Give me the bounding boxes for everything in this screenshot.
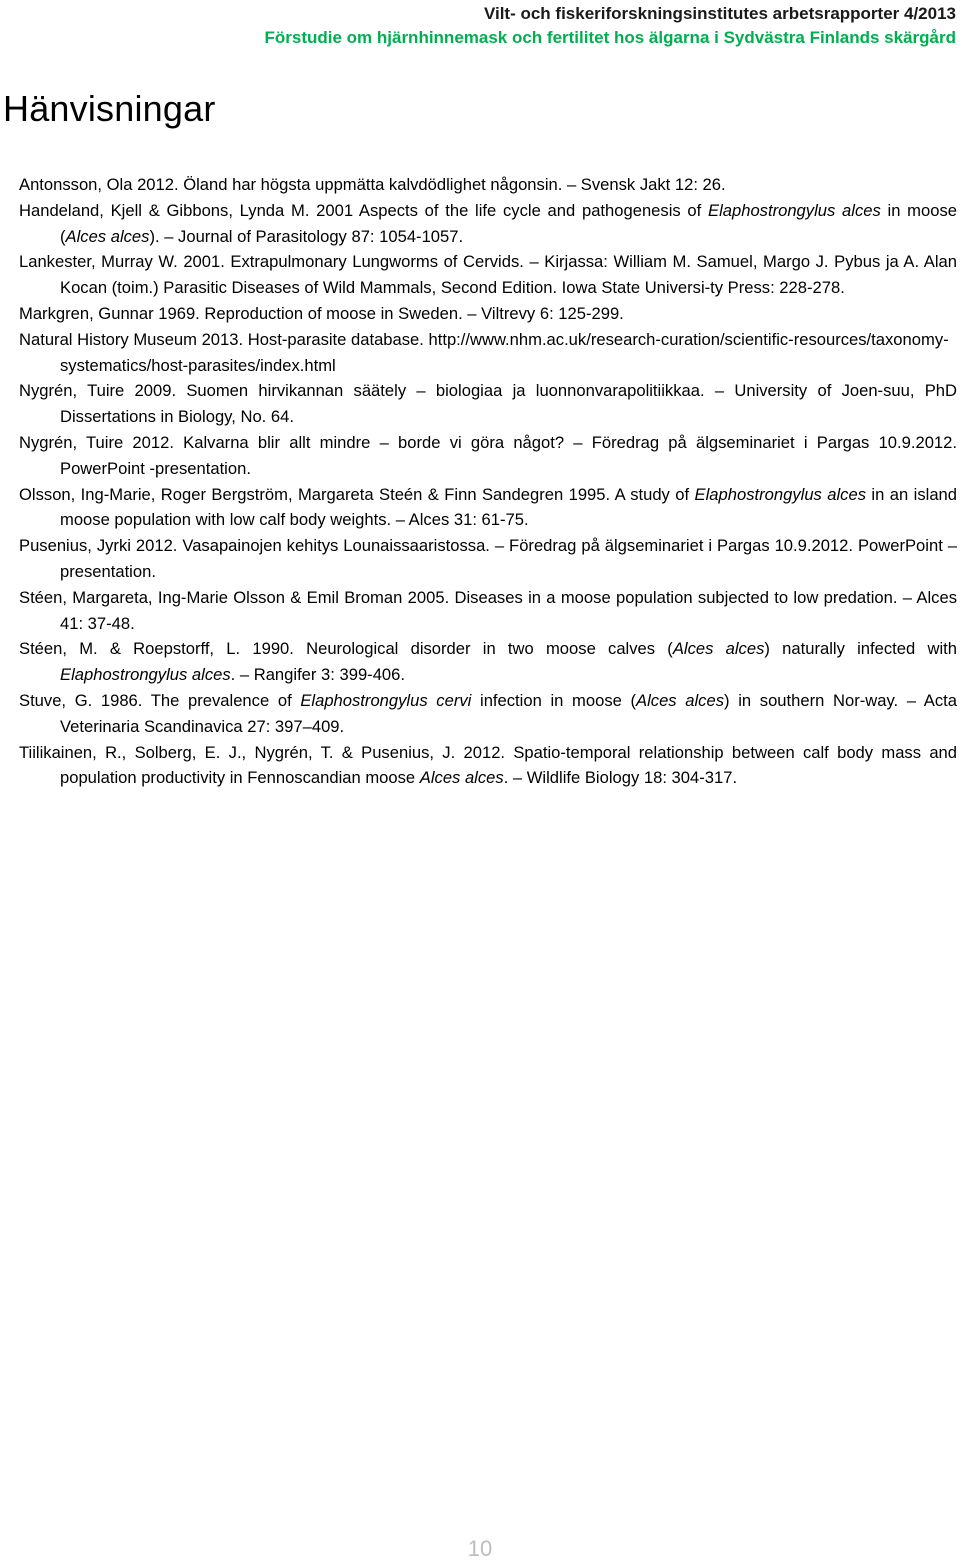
- reference-italic-text: Elaphostrongylus alces: [708, 200, 881, 220]
- reference-entry: [19, 482, 957, 534]
- report-subtitle: Förstudie om hjärnhinnemask och fertilitet hos älgarna i Sydvästra Finlands skärgård: [264, 28, 956, 47]
- reference-text: Nygrén, Tuire 2009. Suomen hirvikannan säätely – biologiaa ja luonnonvarapolitiikkaa. – University of Joen-suu, PhD Dissertations in Biology, No. 64.: [19, 381, 957, 427]
- reference-text: in moose (: [60, 200, 957, 246]
- reference-italic-text: Alces alces: [419, 768, 504, 788]
- reference-italic-text: Elaphostrongylus alces: [60, 665, 231, 685]
- reference-entry: [19, 301, 957, 327]
- reference-italic-text: Elaphostrongylus cervi: [300, 690, 472, 710]
- reference-entry: [19, 585, 957, 637]
- report-series-title: Vilt- och fiskeriforskningsinstitutes arbetsrapporter 4/2013: [483, 4, 956, 23]
- reference-entry: [19, 249, 957, 301]
- reference-text: Pusenius, Jyrki 2012. Vasapainojen kehitys Lounaissaaristossa. – Föredrag på älgseminariet i Pargas 10.9.2012. PowerPoint –presentation.: [19, 536, 957, 581]
- reference-text: infection in moose (: [471, 690, 637, 710]
- reference-text: in an island moose population with low calf body weights. – Alces 31: 61-75.: [60, 484, 958, 530]
- reference-entry: [19, 327, 957, 379]
- reference-italic-text: Alces alces: [65, 226, 150, 246]
- reference-text: ). – Journal of Parasitology 87: 1054-1057.: [149, 226, 464, 246]
- reference-list: [19, 172, 957, 791]
- reference-italic-text: Elaphostrongylus alces: [694, 484, 867, 504]
- reference-text: Nygrén, Tuire 2012. Kalvarna blir allt mindre – borde vi göra något? – Föredrag på älgseminariet i Pargas 10.9.2012. PowerPoint -presentation.: [19, 432, 957, 478]
- page-title: Hänvisningar: [3, 88, 216, 129]
- reference-entry: [19, 533, 957, 585]
- reference-text: . – Rangifer 3: 399-406.: [230, 665, 406, 685]
- reference-entry: [19, 636, 957, 688]
- reference-text: . – Wildlife Biology 18: 304-317.: [503, 768, 738, 788]
- reference-text: Lankester, Murray W. 2001. Extrapulmonary Lungworms of Cervids. – Kirjassa: William M. Samuel, Margo J. Pybus ja A. Alan Kocan (toim.) Parasitic Diseases of Wild Mammals, Second Edition. Iowa State Universi-ty Press: 228-278.: [19, 252, 957, 298]
- reference-entry: [19, 198, 957, 250]
- reference-text: Olsson, Ing-Marie, Roger Bergström, Margareta Steén & Finn Sandegren 1995. A study of: [19, 484, 695, 504]
- page-number: 10: [467, 1536, 493, 1561]
- reference-text: Stéen, M. & Roepstorff, L. 1990. Neurological disorder in two moose calves (: [19, 639, 673, 659]
- reference-text: Stéen, Margareta, Ing-Marie Olsson & Emil Broman 2005. Diseases in a moose population subjected to low predation. – Alces 41: 37-48.: [19, 587, 957, 633]
- reference-entry: [19, 378, 957, 430]
- reference-entry: [19, 172, 957, 198]
- reference-text: ) naturally infected with: [764, 639, 957, 659]
- reference-text: Handeland, Kjell & Gibbons, Lynda M. 2001 Aspects of the life cycle and pathogenesis of: [19, 200, 708, 220]
- reference-italic-text: Alces alces: [672, 639, 765, 659]
- reference-text: Stuve, G. 1986. The prevalence of: [19, 690, 301, 710]
- reference-entry: [19, 430, 957, 482]
- reference-entry: [19, 688, 957, 740]
- reference-text: Natural History Museum 2013. Host-parasite database. http://www.nhm.ac.uk/research-curation/scientific-resources/taxonomy-systematics/host-parasites/index.html: [19, 329, 949, 375]
- reference-text: ) in southern Nor-way. – Acta Veterinaria Scandinavica 27: 397–409.: [60, 690, 957, 736]
- reference-text: Tiilikainen, R., Solberg, E. J., Nygrén, T. & Pusenius, J. 2012. Spatio-temporal relationship between calf body mass and population productivity in Fennoscandian moose: [19, 742, 957, 788]
- reference-italic-text: Alces alces: [636, 690, 725, 710]
- reference-entry: [19, 740, 957, 792]
- reference-text: Antonsson, Ola 2012. Öland har högsta uppmätta kalvdödlighet någonsin. – Svensk Jakt 12: 26.: [19, 175, 726, 194]
- running-header: [264, 2, 956, 50]
- reference-text: Markgren, Gunnar 1969. Reproduction of moose in Sweden. – Viltrevy 6: 125-299.: [19, 303, 624, 323]
